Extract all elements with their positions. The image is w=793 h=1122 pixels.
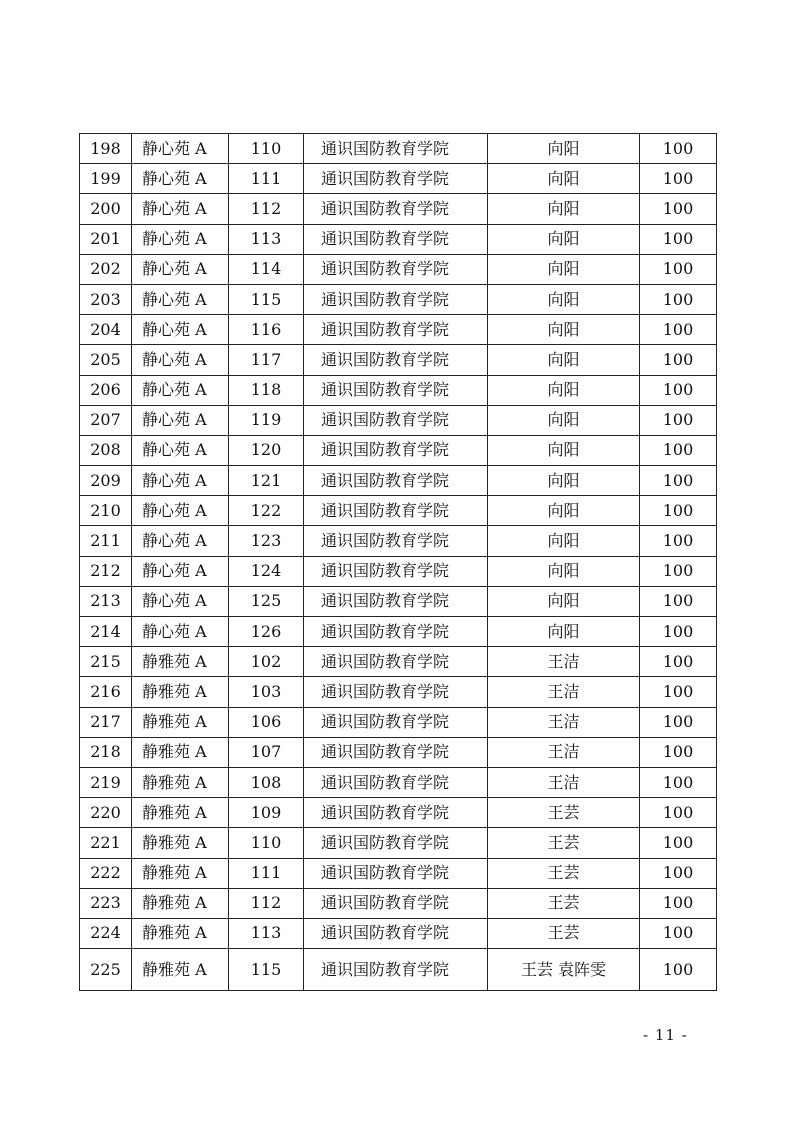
cell-number: 221 — [80, 828, 132, 858]
cell-score: 100 — [640, 858, 717, 888]
cell-room: 115 — [229, 284, 304, 314]
cell-college: 通识国防教育学院 — [304, 194, 488, 224]
cell-number: 210 — [80, 496, 132, 526]
cell-building: 静雅苑 A — [132, 798, 229, 828]
table-row — [80, 224, 717, 254]
cell-person: 向阳 — [488, 526, 640, 556]
cell-number: 208 — [80, 435, 132, 465]
cell-score: 100 — [640, 496, 717, 526]
cell-number: 215 — [80, 647, 132, 677]
cell-score: 100 — [640, 466, 717, 496]
cell-college: 通识国防教育学院 — [304, 435, 488, 465]
cell-room: 122 — [229, 496, 304, 526]
cell-room: 121 — [229, 466, 304, 496]
table-row — [80, 526, 717, 556]
cell-college: 通识国防教育学院 — [304, 798, 488, 828]
table-row — [80, 918, 717, 948]
cell-college: 通识国防教育学院 — [304, 405, 488, 435]
cell-building: 静雅苑 A — [132, 647, 229, 677]
cell-room: 108 — [229, 767, 304, 797]
cell-building: 静雅苑 A — [132, 828, 229, 858]
cell-number: 209 — [80, 466, 132, 496]
table-row — [80, 284, 717, 314]
cell-college: 通识国防教育学院 — [304, 496, 488, 526]
cell-score: 100 — [640, 617, 717, 647]
cell-score: 100 — [640, 888, 717, 918]
cell-number: 199 — [80, 164, 132, 194]
cell-person: 向阳 — [488, 284, 640, 314]
cell-college: 通识国防教育学院 — [304, 375, 488, 405]
cell-room: 115 — [229, 949, 304, 991]
cell-person: 王芸 — [488, 918, 640, 948]
cell-college: 通识国防教育学院 — [304, 466, 488, 496]
cell-number: 216 — [80, 677, 132, 707]
cell-room: 124 — [229, 556, 304, 586]
cell-person: 向阳 — [488, 134, 640, 164]
table-row — [80, 194, 717, 224]
cell-building: 静心苑 A — [132, 617, 229, 647]
cell-person: 向阳 — [488, 164, 640, 194]
cell-building: 静心苑 A — [132, 194, 229, 224]
cell-college: 通识国防教育学院 — [304, 556, 488, 586]
cell-number: 205 — [80, 345, 132, 375]
table-row — [80, 677, 717, 707]
cell-college: 通识国防教育学院 — [304, 949, 488, 991]
cell-building: 静心苑 A — [132, 405, 229, 435]
cell-score: 100 — [640, 435, 717, 465]
cell-room: 112 — [229, 194, 304, 224]
cell-score: 100 — [640, 647, 717, 677]
cell-room: 107 — [229, 737, 304, 767]
cell-person: 王芸 袁阵雯 — [488, 949, 640, 991]
cell-college: 通识国防教育学院 — [304, 254, 488, 284]
cell-room: 111 — [229, 858, 304, 888]
cell-number: 224 — [80, 918, 132, 948]
cell-college: 通识国防教育学院 — [304, 737, 488, 767]
table-row — [80, 707, 717, 737]
cell-room: 110 — [229, 828, 304, 858]
cell-score: 100 — [640, 526, 717, 556]
cell-room: 120 — [229, 435, 304, 465]
table-row — [80, 496, 717, 526]
cell-person: 向阳 — [488, 224, 640, 254]
cell-person: 向阳 — [488, 556, 640, 586]
cell-building: 静雅苑 A — [132, 737, 229, 767]
cell-building: 静心苑 A — [132, 375, 229, 405]
cell-room: 103 — [229, 677, 304, 707]
cell-college: 通识国防教育学院 — [304, 315, 488, 345]
cell-building: 静心苑 A — [132, 254, 229, 284]
table-row — [80, 375, 717, 405]
cell-score: 100 — [640, 828, 717, 858]
table-row — [80, 134, 717, 164]
cell-room: 116 — [229, 315, 304, 345]
cell-room: 118 — [229, 375, 304, 405]
cell-college: 通识国防教育学院 — [304, 647, 488, 677]
cell-room: 123 — [229, 526, 304, 556]
cell-number: 219 — [80, 767, 132, 797]
cell-person: 王芸 — [488, 828, 640, 858]
cell-person: 王芸 — [488, 888, 640, 918]
cell-college: 通识国防教育学院 — [304, 888, 488, 918]
table-row — [80, 798, 717, 828]
table-row — [80, 767, 717, 797]
cell-person: 向阳 — [488, 254, 640, 284]
cell-college: 通识国防教育学院 — [304, 345, 488, 375]
cell-person: 向阳 — [488, 315, 640, 345]
cell-college: 通识国防教育学院 — [304, 828, 488, 858]
cell-number: 214 — [80, 617, 132, 647]
cell-building: 静雅苑 A — [132, 767, 229, 797]
table-row — [80, 435, 717, 465]
cell-building: 静心苑 A — [132, 224, 229, 254]
cell-number: 200 — [80, 194, 132, 224]
cell-score: 100 — [640, 767, 717, 797]
cell-building: 静心苑 A — [132, 466, 229, 496]
cell-score: 100 — [640, 315, 717, 345]
table-row — [80, 556, 717, 586]
cell-number: 223 — [80, 888, 132, 918]
cell-score: 100 — [640, 224, 717, 254]
table-row — [80, 586, 717, 616]
dormitory-table — [79, 133, 717, 991]
cell-score: 100 — [640, 405, 717, 435]
cell-person: 王洁 — [488, 767, 640, 797]
cell-score: 100 — [640, 949, 717, 991]
cell-college: 通识国防教育学院 — [304, 224, 488, 254]
cell-person: 王洁 — [488, 677, 640, 707]
cell-number: 212 — [80, 556, 132, 586]
cell-building: 静雅苑 A — [132, 858, 229, 888]
cell-number: 201 — [80, 224, 132, 254]
cell-room: 113 — [229, 918, 304, 948]
table-row — [80, 466, 717, 496]
cell-score: 100 — [640, 134, 717, 164]
cell-building: 静雅苑 A — [132, 677, 229, 707]
cell-number: 203 — [80, 284, 132, 314]
cell-building: 静心苑 A — [132, 164, 229, 194]
cell-room: 106 — [229, 707, 304, 737]
cell-college: 通识国防教育学院 — [304, 677, 488, 707]
table-row — [80, 345, 717, 375]
table-row — [80, 617, 717, 647]
cell-number: 218 — [80, 737, 132, 767]
cell-college: 通识国防教育学院 — [304, 284, 488, 314]
cell-person: 王洁 — [488, 737, 640, 767]
cell-person: 向阳 — [488, 496, 640, 526]
cell-person: 向阳 — [488, 466, 640, 496]
cell-number: 204 — [80, 315, 132, 345]
cell-person: 王芸 — [488, 858, 640, 888]
cell-building: 静心苑 A — [132, 496, 229, 526]
cell-person: 王芸 — [488, 798, 640, 828]
cell-building: 静心苑 A — [132, 556, 229, 586]
cell-college: 通识国防教育学院 — [304, 134, 488, 164]
cell-room: 113 — [229, 224, 304, 254]
cell-building: 静心苑 A — [132, 134, 229, 164]
cell-person: 向阳 — [488, 617, 640, 647]
cell-college: 通识国防教育学院 — [304, 526, 488, 556]
cell-number: 213 — [80, 586, 132, 616]
table-row — [80, 405, 717, 435]
cell-building: 静雅苑 A — [132, 918, 229, 948]
cell-building: 静心苑 A — [132, 526, 229, 556]
table-row — [80, 949, 717, 991]
cell-building: 静雅苑 A — [132, 888, 229, 918]
cell-score: 100 — [640, 798, 717, 828]
cell-college: 通识国防教育学院 — [304, 918, 488, 948]
cell-score: 100 — [640, 707, 717, 737]
cell-room: 102 — [229, 647, 304, 677]
table-body — [80, 134, 717, 991]
cell-score: 100 — [640, 164, 717, 194]
cell-building: 静心苑 A — [132, 284, 229, 314]
table-row — [80, 737, 717, 767]
cell-college: 通识国防教育学院 — [304, 617, 488, 647]
cell-score: 100 — [640, 586, 717, 616]
cell-building: 静心苑 A — [132, 435, 229, 465]
cell-room: 112 — [229, 888, 304, 918]
cell-building: 静雅苑 A — [132, 949, 229, 991]
cell-number: 222 — [80, 858, 132, 888]
cell-score: 100 — [640, 677, 717, 707]
cell-number: 202 — [80, 254, 132, 284]
table-row — [80, 315, 717, 345]
cell-room: 110 — [229, 134, 304, 164]
cell-person: 王洁 — [488, 647, 640, 677]
cell-room: 119 — [229, 405, 304, 435]
cell-person: 向阳 — [488, 375, 640, 405]
cell-building: 静心苑 A — [132, 586, 229, 616]
cell-building: 静心苑 A — [132, 345, 229, 375]
cell-building: 静雅苑 A — [132, 707, 229, 737]
table-row — [80, 828, 717, 858]
cell-person: 向阳 — [488, 586, 640, 616]
cell-college: 通识国防教育学院 — [304, 858, 488, 888]
cell-number: 206 — [80, 375, 132, 405]
cell-score: 100 — [640, 375, 717, 405]
cell-score: 100 — [640, 194, 717, 224]
cell-person: 向阳 — [488, 405, 640, 435]
cell-number: 211 — [80, 526, 132, 556]
cell-person: 向阳 — [488, 345, 640, 375]
cell-score: 100 — [640, 737, 717, 767]
table-row — [80, 888, 717, 918]
cell-number: 217 — [80, 707, 132, 737]
cell-person: 向阳 — [488, 435, 640, 465]
cell-college: 通识国防教育学院 — [304, 164, 488, 194]
cell-college: 通识国防教育学院 — [304, 586, 488, 616]
cell-room: 111 — [229, 164, 304, 194]
cell-score: 100 — [640, 556, 717, 586]
cell-score: 100 — [640, 918, 717, 948]
cell-number: 207 — [80, 405, 132, 435]
cell-room: 114 — [229, 254, 304, 284]
cell-room: 117 — [229, 345, 304, 375]
cell-score: 100 — [640, 284, 717, 314]
cell-room: 125 — [229, 586, 304, 616]
page-number: - 11 - — [643, 1026, 688, 1044]
cell-college: 通识国防教育学院 — [304, 767, 488, 797]
cell-score: 100 — [640, 345, 717, 375]
cell-person: 向阳 — [488, 194, 640, 224]
cell-score: 100 — [640, 254, 717, 284]
table-row — [80, 647, 717, 677]
cell-building: 静心苑 A — [132, 315, 229, 345]
table-row — [80, 254, 717, 284]
table-row — [80, 164, 717, 194]
table-row — [80, 858, 717, 888]
cell-room: 109 — [229, 798, 304, 828]
cell-number: 225 — [80, 949, 132, 991]
cell-college: 通识国防教育学院 — [304, 707, 488, 737]
cell-person: 王洁 — [488, 707, 640, 737]
cell-number: 220 — [80, 798, 132, 828]
cell-number: 198 — [80, 134, 132, 164]
cell-room: 126 — [229, 617, 304, 647]
